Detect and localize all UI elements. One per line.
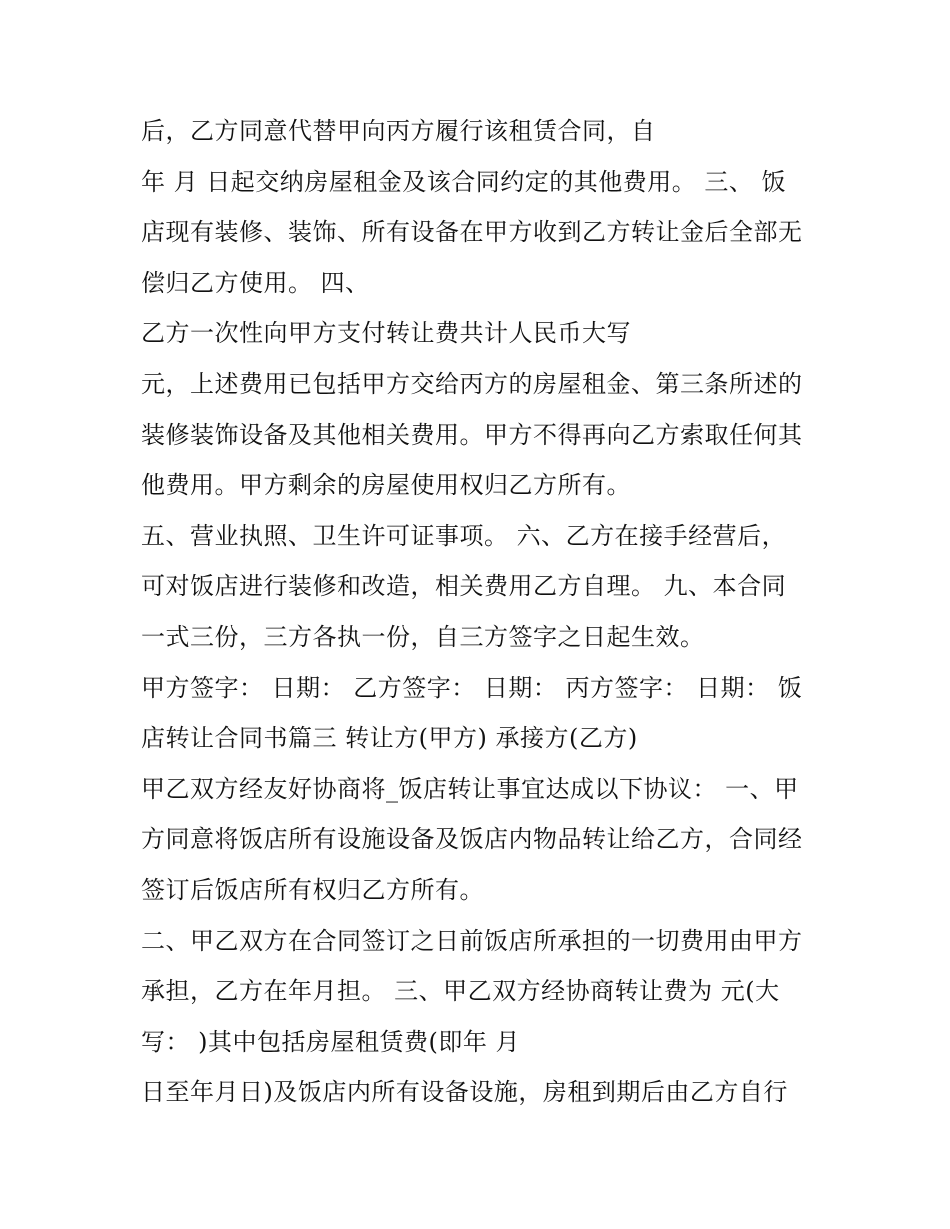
text-line-9: 五、营业执照、卫生许可证事项。 六、乙方在接手经营后，	[141, 521, 787, 550]
text-line-6: 元，上述费用已包括甲方交给丙方的房屋租金、第三条所述的	[141, 369, 803, 398]
text-line-12: 甲方签字： 日期： 乙方签字： 日期： 丙方签字： 日期： 饭	[141, 673, 803, 702]
text-line-1: 后，乙方同意代替甲向丙方履行该租赁合同，自	[141, 117, 656, 145]
text-line-11: 一式三份，三方各执一份，自三方签字之日起生效。	[141, 622, 705, 651]
text-line-10: 可对饭店进行装修和改造，相关费用乙方自理。 九、本合同	[141, 572, 787, 601]
text-line-16: 签订后饭店所有权归乙方所有。	[141, 875, 484, 904]
text-line-4: 偿归乙方使用。 四、	[141, 268, 370, 297]
text-line-8: 他费用。甲方剩余的房屋使用权归乙方所有。	[141, 471, 631, 500]
contract-text	[141, 106, 821, 1118]
text-line-7: 装修装饰设备及其他相关费用。甲方不得再向乙方索取任何其	[141, 420, 803, 449]
text-line-5: 乙方一次性向甲方支付转让费共计人民币大写	[141, 319, 631, 348]
text-line-20: 日至年月日)及饭店内所有设备设施，房租到期后由乙方自行	[141, 1078, 788, 1107]
text-line-13: 店转让合同书篇三 转让方(甲方) 承接方(乙方)	[141, 724, 638, 753]
text-line-14: 甲乙双方经友好协商将_饭店转让事宜达成以下协议： 一、甲	[141, 774, 799, 803]
text-line-15: 方同意将饭店所有设施设备及饭店内物品转让给乙方，合同经	[141, 825, 803, 854]
text-line-19: 写： )其中包括房屋租赁费(即年 月	[141, 1027, 520, 1056]
text-line-3: 店现有装修、装饰、所有设备在甲方收到乙方转让金后全部无	[141, 218, 803, 247]
text-line-17: 二、甲乙双方在合同签订之日前饭店所承担的一切费用由甲方	[141, 926, 803, 955]
text-line-18: 承担，乙方在年月担。 三、甲乙双方经协商转让费为 元(大	[141, 977, 780, 1006]
text-line-2: 年 月 日起交纳房屋租金及该合同约定的其他费用。 三、 饭	[141, 167, 787, 196]
